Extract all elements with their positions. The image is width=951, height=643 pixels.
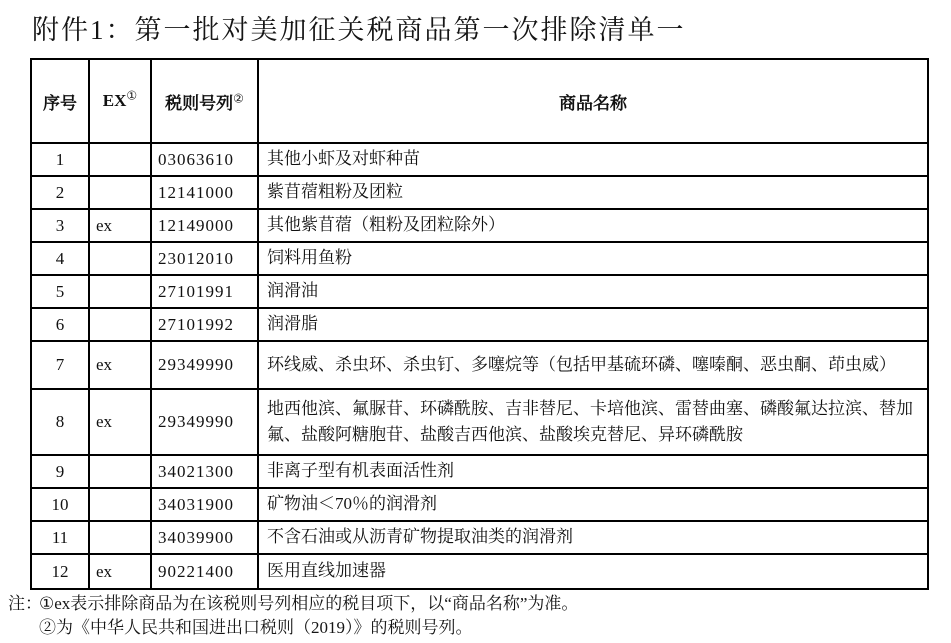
footnotes — [8, 592, 578, 640]
cell-code: 27101991 — [151, 275, 258, 308]
cell-ex — [89, 242, 151, 275]
header-ex-label: EX — [102, 91, 127, 110]
header-seq-label: 序号 — [43, 93, 77, 113]
cell-name: 其他小虾及对虾种苗 — [258, 143, 928, 176]
table-row — [31, 521, 928, 554]
table-row — [31, 341, 928, 389]
header-tariff-code-label: 税则号列 — [165, 93, 234, 113]
cell-seq: 8 — [31, 389, 89, 455]
cell-code: 29349990 — [151, 341, 258, 389]
header-product-name — [258, 59, 928, 143]
table-header-row — [31, 59, 928, 143]
footnote-2 — [8, 616, 578, 640]
header-seq — [31, 59, 89, 143]
table-row — [31, 308, 928, 341]
header-product-name-label: 商品名称 — [559, 93, 627, 113]
cell-ex — [89, 143, 151, 176]
cell-name: 紫苜蓿粗粉及团粒 — [258, 176, 928, 209]
cell-seq: 5 — [31, 275, 89, 308]
cell-seq: 9 — [31, 455, 89, 488]
cell-seq: 10 — [31, 488, 89, 521]
cell-ex — [89, 308, 151, 341]
table-row — [31, 275, 928, 308]
cell-code: 34031900 — [151, 488, 258, 521]
cell-seq: 4 — [31, 242, 89, 275]
exclusion-table — [30, 58, 929, 590]
cell-name: 其他紫苜蓿（粗粉及团粒除外） — [258, 209, 928, 242]
cell-seq: 6 — [31, 308, 89, 341]
cell-ex: ex — [89, 209, 151, 242]
table-row — [31, 488, 928, 521]
table-row — [31, 554, 928, 589]
cell-ex: ex — [89, 341, 151, 389]
cell-code: 03063610 — [151, 143, 258, 176]
header-ex-footnote-mark: ① — [126, 88, 138, 103]
footnote-1-text: ①ex表示排除商品为在该税则号列相应的税目项下，以“商品名称”为准。 — [39, 594, 579, 613]
cell-name: 不含石油或从沥青矿物提取油类的润滑剂 — [258, 521, 928, 554]
cell-ex — [89, 521, 151, 554]
cell-code: 34039900 — [151, 521, 258, 554]
cell-ex — [89, 275, 151, 308]
cell-seq: 7 — [31, 341, 89, 389]
cell-name: 非离子型有机表面活性剂 — [258, 455, 928, 488]
cell-code: 90221400 — [151, 554, 258, 589]
header-tariff-code — [151, 59, 258, 143]
cell-code: 12141000 — [151, 176, 258, 209]
cell-seq: 1 — [31, 143, 89, 176]
footnote-prefix: 注： — [8, 594, 42, 613]
cell-name: 地西他滨、氟脲苷、环磷酰胺、吉非替尼、卡培他滨、雷替曲塞、磷酸氟达拉滨、替加氟、盐酸阿糖胞苷、盐酸吉西他滨、盐酸埃克替尼、异环磷酰胺 — [258, 389, 928, 455]
header-tariff-code-footnote-mark: ② — [233, 90, 244, 105]
cell-ex — [89, 455, 151, 488]
cell-ex: ex — [89, 389, 151, 455]
cell-seq: 12 — [31, 554, 89, 589]
cell-name: 环线威、杀虫环、杀虫钉、多噻烷等（包括甲基硫环磷、噻嗪酮、恶虫酮、茚虫威） — [258, 341, 928, 389]
header-ex — [89, 59, 151, 143]
table-row — [31, 176, 928, 209]
cell-code: 27101992 — [151, 308, 258, 341]
footnote-2-text: ②为《中华人民共和国进出口税则（2019）》的税则号列。 — [39, 618, 473, 638]
cell-code: 34021300 — [151, 455, 258, 488]
table-row — [31, 143, 928, 176]
page-title: 附件1：第一批对美加征关税商品第一次排除清单一 — [32, 15, 686, 45]
cell-name: 矿物油＜70％的润滑剂 — [258, 488, 928, 521]
cell-name: 润滑油 — [258, 275, 928, 308]
cell-seq: 3 — [31, 209, 89, 242]
cell-name: 医用直线加速器 — [258, 554, 928, 589]
footnote-1 — [8, 592, 578, 616]
cell-name: 饲料用鱼粉 — [258, 242, 928, 275]
table-row — [31, 455, 928, 488]
table-row — [31, 209, 928, 242]
cell-code: 23012010 — [151, 242, 258, 275]
table-row — [31, 389, 928, 455]
cell-seq: 11 — [31, 521, 89, 554]
cell-name: 润滑脂 — [258, 308, 928, 341]
cell-code: 12149000 — [151, 209, 258, 242]
cell-ex — [89, 488, 151, 521]
cell-ex — [89, 176, 151, 209]
cell-seq: 2 — [31, 176, 89, 209]
table-row — [31, 242, 928, 275]
cell-ex: ex — [89, 554, 151, 589]
cell-code: 29349990 — [151, 389, 258, 455]
